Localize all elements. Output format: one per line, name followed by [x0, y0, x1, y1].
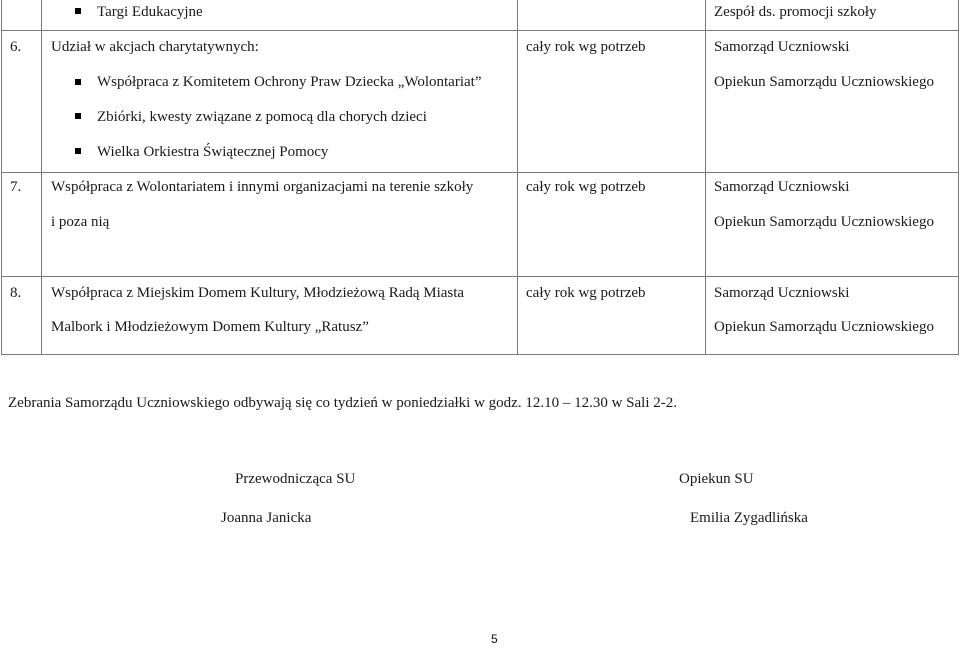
table-border-col3 — [705, 0, 706, 354]
bullet-marker — [75, 113, 81, 119]
table-border-right — [958, 0, 959, 354]
row-responsible: Samorząd Uczniowski — [714, 285, 850, 301]
top-row-responsible: Zespół ds. promocji szkoły — [714, 4, 877, 20]
signature-name: Joanna Janicka — [221, 510, 312, 526]
list-item: Współpraca z Komitetem Ochrony Praw Dziecka „Wolontariat” — [97, 74, 482, 90]
row-number: 6. — [10, 39, 22, 55]
signature-role: Opiekun SU — [679, 471, 754, 487]
row-title: Udział w akcjach charytatywnych: — [51, 39, 259, 55]
list-item: Zbiórki, kwesty związane z pomocą dla chorych dzieci — [97, 109, 427, 125]
row-number: 7. — [10, 179, 22, 195]
row-term: cały rok wg potrzeb — [526, 285, 646, 301]
table-row-divider — [1, 172, 959, 173]
table-row-divider — [1, 30, 959, 31]
table-border-left — [1, 0, 2, 354]
bullet-marker — [75, 79, 81, 85]
table-row-divider — [1, 276, 959, 277]
row-description: Współpraca z Wolontariatem i innymi organizacjami na terenie szkoły — [51, 179, 474, 195]
row-number: 8. — [10, 285, 22, 301]
top-row-bullet-text: Targi Edukacyjne — [97, 4, 203, 20]
row-responsible: Opiekun Samorządu Uczniowskiego — [714, 74, 934, 90]
row-responsible: Opiekun Samorządu Uczniowskiego — [714, 319, 934, 335]
signature-role: Przewodnicząca SU — [235, 471, 356, 487]
row-description: Współpraca z Miejskim Domem Kultury, Młodzieżową Radą Miasta — [51, 285, 465, 301]
row-responsible: Opiekun Samorządu Uczniowskiego — [714, 214, 934, 230]
row-responsible: Samorząd Uczniowski — [714, 39, 850, 55]
row-term: cały rok wg potrzeb — [526, 39, 646, 55]
meeting-note: Zebrania Samorządu Uczniowskiego odbywają się co tydzień w poniedziałki w godz. 12.10 – 12.30 w Sali 2-2. — [8, 395, 678, 411]
bullet-marker — [75, 8, 81, 14]
list-item: Wielka Orkiestra Świątecznej Pomocy — [97, 144, 329, 160]
table-row-divider — [1, 354, 959, 355]
signature-name: Emilia Zygadlińska — [690, 510, 808, 526]
row-description: i poza nią — [51, 214, 110, 230]
table-border-col2 — [517, 0, 518, 354]
bullet-marker — [75, 148, 81, 154]
row-description: Malbork i Młodzieżowym Domem Kultury „Ratusz” — [51, 319, 369, 335]
page-number: 5 — [491, 632, 498, 646]
table-border-col1 — [41, 0, 42, 354]
row-term: cały rok wg potrzeb — [526, 179, 646, 195]
row-responsible: Samorząd Uczniowski — [714, 179, 850, 195]
